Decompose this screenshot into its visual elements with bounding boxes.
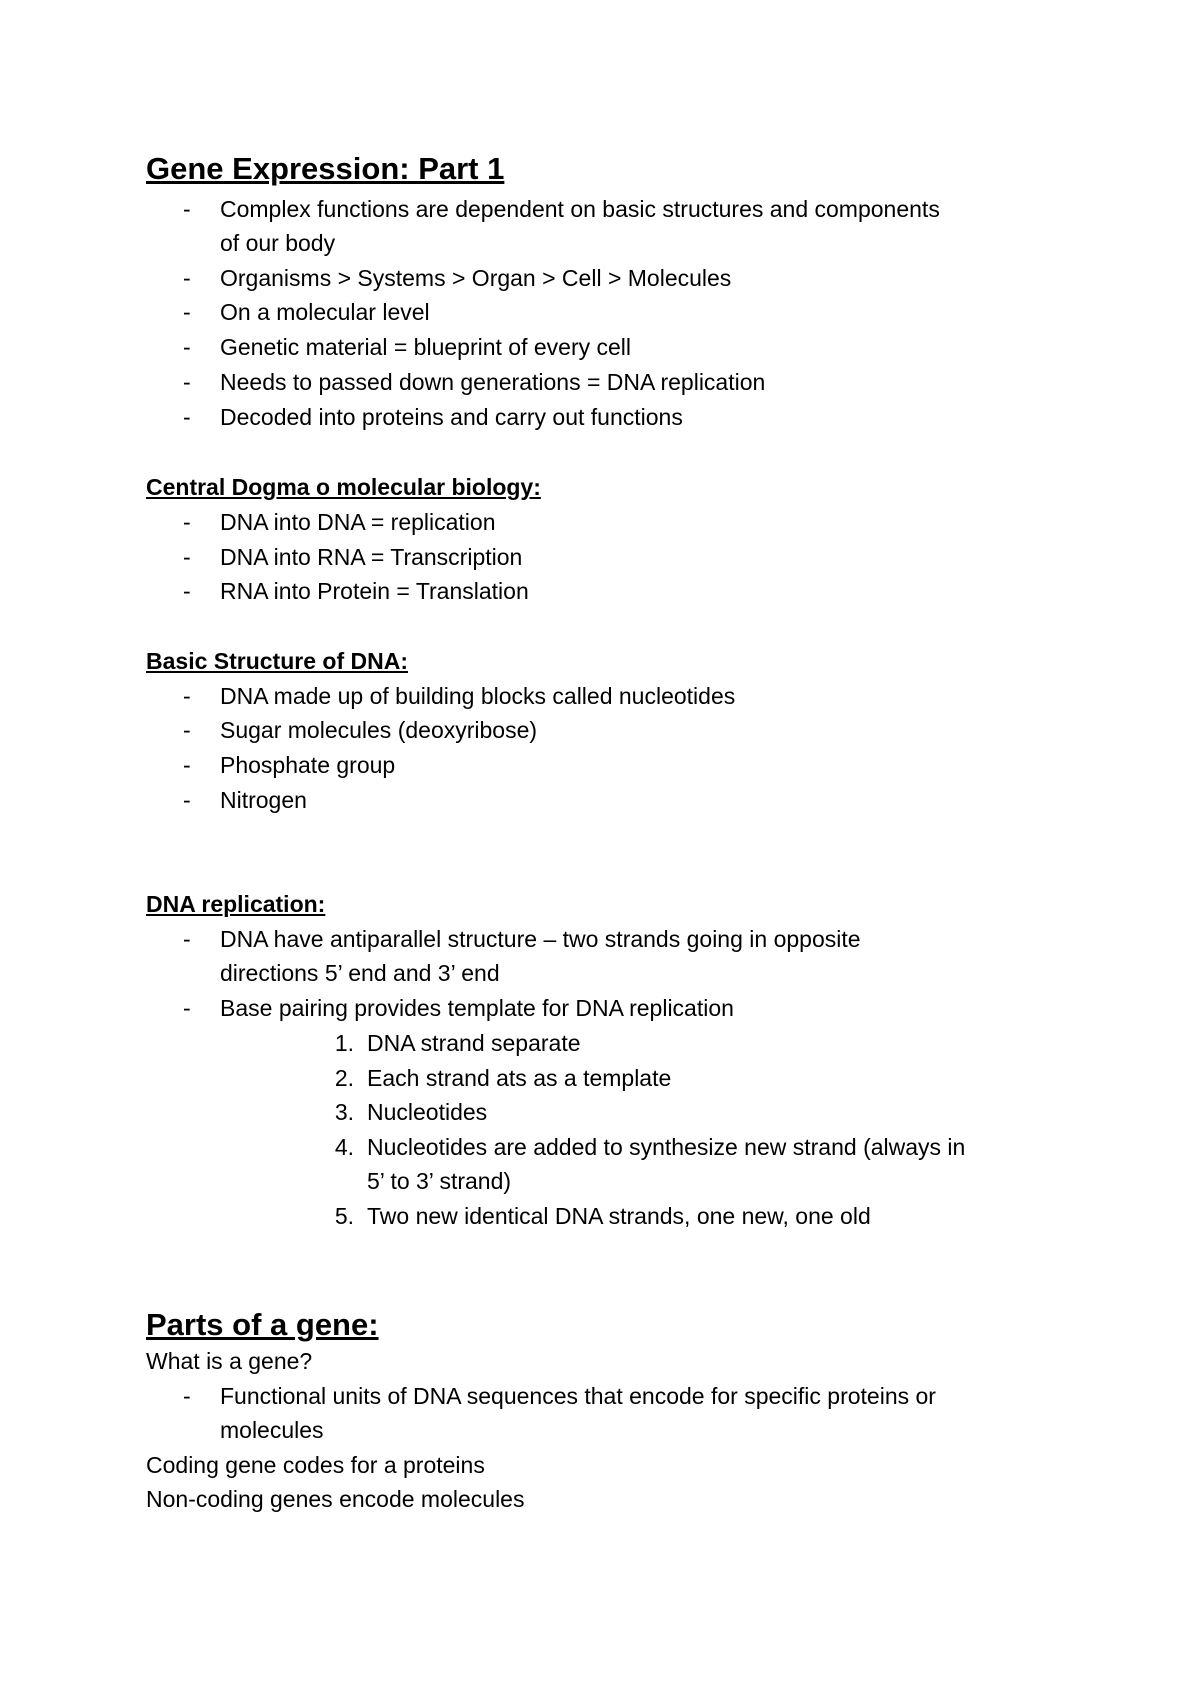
bullet-continuation: directions 5’ end and 3’ end <box>220 960 500 986</box>
item-text: Nucleotides <box>367 1099 488 1125</box>
bullet-text: Complex functions are dependent on basic structures and components <box>220 196 940 222</box>
bullet-dash: - <box>183 544 191 570</box>
bullet-text: Decoded into proteins and carry out functions <box>220 404 683 430</box>
bullet-text: On a molecular level <box>220 299 430 325</box>
bullet-dash: - <box>183 369 191 395</box>
body-line: Non-coding genes encode molecules <box>146 1486 525 1512</box>
item-number: 2. <box>334 1065 354 1091</box>
section-heading-central-dogma: Central Dogma o molecular biology: <box>146 474 541 500</box>
bullet-dash: - <box>183 717 191 743</box>
bullet-text: DNA have antiparallel structure – two strands going in opposite <box>220 926 861 952</box>
item-text: Nucleotides are added to synthesize new strand (always in <box>367 1134 966 1160</box>
bullet-text: Phosphate group <box>220 752 396 778</box>
bullet-dash: - <box>183 404 191 430</box>
bullet-text: Genetic material = blueprint of every cell <box>220 334 632 360</box>
body-line: Coding gene codes for a proteins <box>146 1452 485 1478</box>
item-number: 5. <box>334 1203 354 1229</box>
bullet-text: Sugar molecules (deoxyribose) <box>220 717 538 743</box>
section-heading-dna-replication: DNA replication: <box>146 891 326 917</box>
section-heading-basic-structure: Basic Structure of DNA: <box>146 648 408 674</box>
bullet-dash: - <box>183 683 191 709</box>
bullet-dash: - <box>183 265 191 291</box>
bullet-dash: - <box>183 299 191 325</box>
bullet-dash: - <box>183 926 191 952</box>
bullet-text: DNA into DNA = replication <box>220 509 496 535</box>
item-text: Two new identical DNA strands, one new, one old <box>367 1203 871 1229</box>
bullet-dash: - <box>183 334 191 360</box>
bullet-text: Needs to passed down generations = DNA replication <box>220 369 766 395</box>
question-text: What is a gene? <box>146 1348 313 1374</box>
bullet-dash: - <box>183 509 191 535</box>
bullet-dash: - <box>183 787 191 813</box>
bullet-text: RNA into Protein = Translation <box>220 578 529 604</box>
section-heading-parts-of-a-gene: Parts of a gene: <box>146 1307 379 1342</box>
bullet-continuation: of our body <box>220 230 336 256</box>
item-number: 3. <box>334 1099 354 1125</box>
item-number: 1. <box>334 1030 354 1056</box>
bullet-dash: - <box>183 1383 191 1409</box>
bullet-text: Base pairing provides template for DNA replication <box>220 995 734 1021</box>
item-text: DNA strand separate <box>367 1030 581 1056</box>
page-title: Gene Expression: Part 1 <box>146 151 505 186</box>
bullet-dash: - <box>183 752 191 778</box>
bullet-text: DNA into RNA = Transcription <box>220 544 523 570</box>
bullet-text: Organisms > Systems > Organ > Cell > Molecules <box>220 265 732 291</box>
bullet-text: Functional units of DNA sequences that encode for specific proteins or <box>220 1383 936 1409</box>
bullet-text: DNA made up of building blocks called nucleotides <box>220 683 736 709</box>
item-text: Each strand ats as a template <box>367 1065 672 1091</box>
item-number: 4. <box>334 1134 354 1160</box>
bullet-continuation: molecules <box>220 1417 324 1443</box>
bullet-text: Nitrogen <box>220 787 307 813</box>
numbered-continuation: 5’ to 3’ strand) <box>367 1168 512 1194</box>
bullet-dash: - <box>183 196 191 222</box>
bullet-dash: - <box>183 578 191 604</box>
bullet-dash: - <box>183 995 191 1021</box>
